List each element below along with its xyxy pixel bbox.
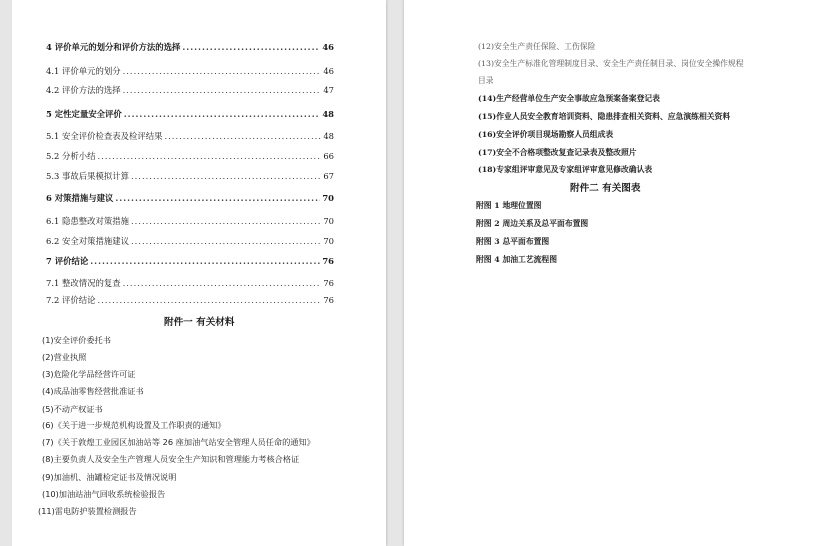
annex-one-title: 附件一 有关材料 (164, 317, 235, 328)
attachment-item: (13)安全生产标准化管理制度目录、安全生产责任制目录、岗位安全操作规程 (478, 59, 744, 68)
attachment-item: (6)《关于进一步规范机构设置及工作职责的通知》 (42, 420, 226, 430)
toc-entry[interactable] (46, 236, 334, 247)
toc-entry-title: 4.1 评价单元的划分 (46, 66, 121, 76)
toc-entry[interactable] (46, 85, 334, 96)
toc-entry-page: 67 (323, 171, 334, 181)
toc-entry-page: 70 (323, 216, 334, 226)
toc-entry-title: 5.3 事故后果模拟计算 (46, 171, 129, 181)
attachment-item: (9)加油机、油罐检定证书及情况说明 (42, 472, 177, 482)
toc-entry[interactable] (46, 42, 334, 53)
document-page-left (12, 0, 386, 546)
figure-item: 附图 4 加油工艺流程图 (476, 255, 558, 264)
attachment-item: (4)成品油零售经营批准证书 (42, 386, 144, 396)
toc-entry-page: 48 (322, 109, 334, 119)
toc-entry-page: 66 (323, 151, 334, 161)
toc-entry[interactable] (46, 256, 334, 267)
toc-entry-page: 76 (323, 278, 334, 288)
toc-entry-title: 5.2 分析小结 (46, 151, 96, 161)
toc-entry-page: 70 (323, 236, 334, 246)
attachment-item: (2)营业执照 (42, 352, 87, 362)
toc-entry-title: 6.2 安全对策措施建议 (46, 236, 129, 246)
toc-entry-page: 76 (323, 295, 334, 305)
toc-entry[interactable] (46, 109, 334, 120)
attachment-item: (15)作业人员安全教育培训资料、隐患排查相关资料、应急演练相关资料 (478, 112, 731, 121)
attachment-item: (1)安全评价委托书 (42, 335, 111, 345)
toc-entry[interactable] (46, 66, 334, 77)
toc-entry-page: 70 (322, 193, 334, 203)
toc-entry[interactable] (46, 216, 334, 227)
attachment-item: (12)安全生产责任保险、工伤保险 (478, 42, 596, 51)
attachment-item: 目录 (478, 76, 494, 85)
toc-entry-title: 4 评价单元的划分和评价方法的选择 (46, 42, 181, 52)
annex-two-title: 附件二 有关图表 (570, 183, 641, 194)
toc-entry[interactable] (46, 193, 334, 204)
attachment-item: (14)生产经营单位生产安全事故应急预案备案登记表 (478, 94, 660, 103)
toc-entry-page: 48 (323, 131, 334, 141)
toc-entry[interactable] (46, 278, 334, 289)
attachment-item: (10)加油站油气回收系统检验报告 (42, 489, 166, 499)
attachment-item: (8)主要负责人及安全生产管理人员安全生产知识和管理能力考核合格证 (42, 454, 300, 464)
attachment-item: (3)危险化学品经营许可证 (42, 369, 136, 379)
toc-entry-page: 46 (323, 66, 334, 76)
attachment-item: (11)雷电防护装置检测报告 (38, 506, 137, 516)
attachment-item: (7)《关于敦煌工业园区加油站等 26 座加油气站安全管理人员任命的通知》 (42, 437, 315, 447)
figure-item: 附图 2 周边关系及总平面布置图 (476, 219, 589, 228)
toc-entry-page: 46 (322, 42, 334, 52)
toc-entry-title: 7 评价结论 (46, 256, 89, 266)
attachment-item: (16)安全评价项目现场勘察人员组成表 (478, 130, 614, 139)
toc-entry-title: 5 定性定量安全评价 (46, 109, 122, 119)
toc-entry[interactable] (46, 151, 334, 162)
toc-entry[interactable] (46, 295, 334, 306)
attachment-item: (5)不动产权证书 (42, 404, 103, 414)
toc-entry-title: 5.1 安全评价检查表及检评结果 (46, 131, 163, 141)
toc-entry[interactable] (46, 131, 334, 142)
toc-entry-title: 4.2 评价方法的选择 (46, 85, 121, 95)
attachment-item: (17)安全不合格项整改复查记录表及整改照片 (478, 148, 637, 157)
attachment-item: (18)专家组评审意见及专家组评审意见修改确认表 (478, 165, 653, 174)
toc-entry-title: 6 对策措施与建议 (46, 193, 114, 203)
toc-entry-title: 7.2 评价结论 (46, 295, 96, 305)
document-page-right (404, 0, 823, 546)
figure-item: 附图 3 总平面布置图 (476, 237, 550, 246)
toc-entry[interactable] (46, 171, 334, 182)
toc-entry-title: 6.1 隐患整改对策措施 (46, 216, 129, 226)
figure-item: 附图 1 地理位置图 (476, 201, 542, 210)
toc-entry-title: 7.1 整改情况的复查 (46, 278, 121, 288)
toc-entry-page: 47 (323, 85, 334, 95)
toc-entry-page: 76 (322, 256, 334, 266)
